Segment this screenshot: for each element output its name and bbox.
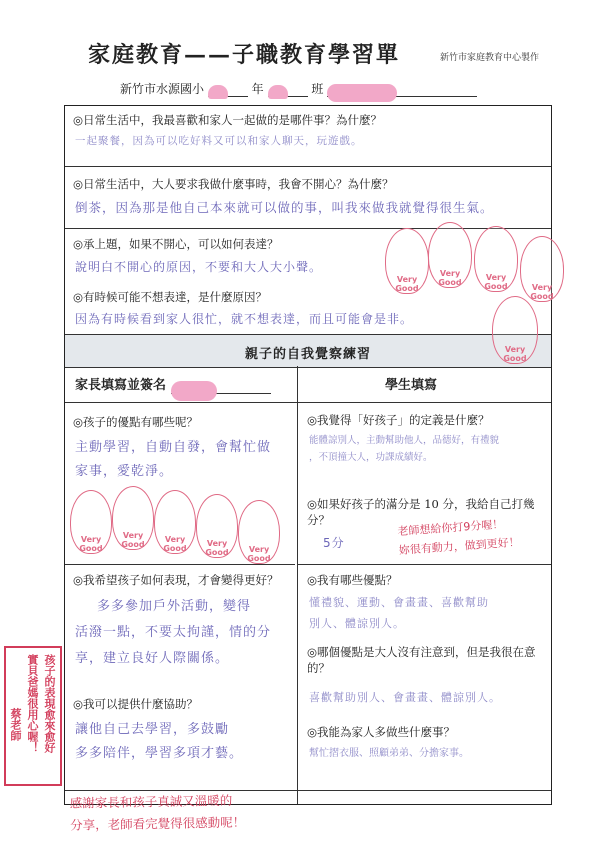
section-title: 親子的自我覺察練習 xyxy=(244,347,371,362)
organization-label: 新竹市家庭教育中心製作 xyxy=(440,53,540,63)
student-answer-3[interactable]: 懂禮貌、運動、會畫畫、喜歡幫助 別人、體諒別人。 xyxy=(309,596,489,630)
student-question-2: ◎如果好孩子的滿分是 10 分，我給自己打幾分？ xyxy=(307,497,535,527)
parent-answer-1[interactable]: 主動學習，自動自發，會幫忙做 家事，愛乾淨。 xyxy=(75,440,272,479)
signature-redaction-blob xyxy=(171,381,217,401)
grade-suffix: 年 xyxy=(251,82,264,96)
very-good-stamp-icon: Very Good xyxy=(154,490,196,554)
answer-3[interactable]: 說明白不開心的原因，不要和大人大小聲。 xyxy=(75,260,323,274)
worksheet-table xyxy=(64,105,552,805)
teacher-footer-note: 感謝家長和孩子真誠又溫暖的 分享，老師看完覺得很感動呢！ xyxy=(69,792,246,833)
answer-1[interactable]: 一起聚餐，因為可以吃好料又可以和家人聊天，玩遊戲。 xyxy=(75,135,363,147)
parent-answer-2[interactable]: 多多參加戶外活動，變得 活潑一點，不要太拘謹，情的分 享，建立良好人際關係。 xyxy=(75,599,272,666)
seal-text-line: 蔡老師 xyxy=(9,708,22,741)
very-good-stamp-icon: Very Good xyxy=(70,490,112,554)
teacher-score-note: 老師想給你打9分喔！ 妳很有動力，做到更好！ xyxy=(397,517,521,558)
name-field[interactable] xyxy=(327,84,477,97)
parent-question-3: ◎我可以提供什麼協助？ xyxy=(73,697,199,711)
heart-redaction-icon xyxy=(208,85,228,99)
question-1: ◎日常生活中，我最喜歡和家人一起做的是哪件事？為什麼？ xyxy=(73,113,383,127)
class-suffix: 班 xyxy=(311,82,324,96)
answer-2[interactable]: 倒茶，因為那是他自己本來就可以做的事，叫我來做我就覺得很生氣。 xyxy=(75,200,494,215)
column-divider xyxy=(297,366,298,804)
student-column-header: 學生填寫 xyxy=(385,378,438,393)
very-good-stamp-icon: Very Good xyxy=(196,494,238,558)
section-band xyxy=(65,334,551,368)
student-answer-5[interactable]: 幫忙摺衣服、照顧弟弟、分擔家事。 xyxy=(309,748,469,759)
class-field[interactable] xyxy=(268,84,308,97)
question-4: ◎有時候可能不想表達，是什麼原因？ xyxy=(73,290,268,304)
parent-question-1: ◎孩子的優點有哪些呢？ xyxy=(73,415,199,429)
student-question-4: ◎哪個優點是大人沒有注意到，但是我很在意的？ xyxy=(307,645,536,675)
parent-column-header: 家長填寫並簽名 xyxy=(75,378,271,394)
very-good-stamp-icon: Very Good xyxy=(492,296,538,364)
question-2: ◎日常生活中，大人要求我做什麼事時，我會不開心？為什麼？ xyxy=(73,177,394,191)
row-divider xyxy=(65,564,295,565)
row-divider xyxy=(65,402,551,403)
seal-text-line: 實貝爸媽很用心喔！ xyxy=(26,654,39,753)
parent-question-2: ◎我希望孩子如何表現，才會變得更好？ xyxy=(73,573,279,587)
teacher-seal xyxy=(4,646,62,786)
row-divider xyxy=(297,564,551,565)
student-question-5: ◎我能為家人多做些什麼事？ xyxy=(307,725,456,739)
grade-field[interactable] xyxy=(208,84,248,97)
name-redaction-blob xyxy=(327,84,397,102)
student-answer-4[interactable]: 喜歡幫助別人、會畫畫、體諒別人。 xyxy=(309,691,501,704)
student-info-line xyxy=(120,80,477,97)
school-name: 新竹市水源國小 xyxy=(120,82,205,96)
answer-4[interactable]: 因為有時候看到家人很忙，就不想表達，而且可能會是非。 xyxy=(75,312,414,326)
seal-text-line: 孩子的表現愈來愈好 xyxy=(43,654,56,753)
page-title: 家庭教育——子職教育學習單 xyxy=(88,42,401,68)
very-good-stamp-icon: Very Good xyxy=(520,236,564,302)
row-divider xyxy=(65,228,551,229)
student-answer-1[interactable]: 能體諒別人，主動幫助他人，品德好，有禮貌 ，不頂撞大人，功課成績好。 xyxy=(309,435,500,463)
row-divider xyxy=(65,166,551,167)
question-3: ◎承上題，如果不開心，可以如何表達？ xyxy=(73,237,279,251)
very-good-stamp-icon: Very Good xyxy=(428,222,472,288)
student-question-3: ◎我有哪些優點？ xyxy=(307,573,398,587)
student-answer-2[interactable]: 5分 xyxy=(323,536,345,550)
parent-answer-3[interactable]: 讓他自己去學習，多鼓勵 多多陪伴，學習多項才藝。 xyxy=(75,722,244,761)
very-good-stamp-icon: Very Good xyxy=(474,226,518,292)
student-question-1: ◎我覺得「好孩子」的定義是什麼？ xyxy=(307,413,490,427)
very-good-stamp-icon: Very Good xyxy=(238,500,280,564)
heart-redaction-icon xyxy=(268,85,288,99)
very-good-stamp-icon: Very Good xyxy=(112,486,154,550)
very-good-stamp-icon: Very Good xyxy=(385,228,429,294)
